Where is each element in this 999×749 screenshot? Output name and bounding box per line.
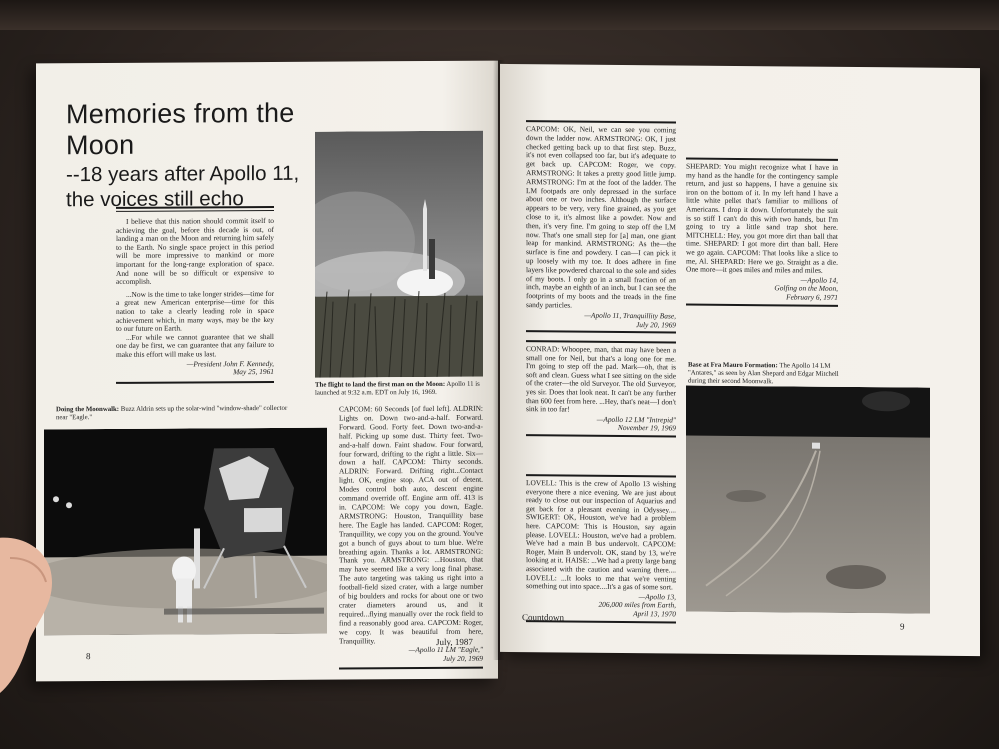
conrad-transcript: CONRAD: Whoopee, man, that may have been a small one for Neil, but that's a long one for me. I'm going to step off the pad. Mark—oh, that is soft and clean. Guess what I see sitting on the side of the crater—the old Surveyor. The old Surveyor, yes sir. Does that look neat. It can't be any further than 600 feet from here. ...Hey, that's neat—I don't sink in too far! — [526, 344, 676, 414]
kennedy-quote-block — [116, 206, 274, 384]
apollo13-attribution-mission: —Apollo 13, — [638, 591, 676, 602]
rule-top — [116, 206, 274, 209]
landing-attribution-name: —Apollo 11 LM "Eagle," — [408, 645, 483, 655]
moonwalk-caption-text: Buzz Aldrin sets up the solar-wind "window-shade" collector near "Eagle." — [56, 404, 288, 422]
tranquility-attribution-place: —Apollo 11, Tranquillity Base, — [584, 310, 676, 321]
tranquility-rule-bottom — [526, 330, 676, 333]
golf-rule-bottom — [686, 303, 838, 306]
fra-mauro-caption — [688, 362, 848, 387]
launch-photo — [315, 131, 483, 378]
tranquility-transcript: CAPCOM: OK, Neil, we can see you coming down the ladder now. ARMSTRONG: OK, I just checked getting back up to that first step. Buzz, it's not even collapsed too far, but it's adequate to get back up. CAPCOM: Roger, we copy. ARMSTRONG: It takes a pretty good little jump. ARMSTRONG: I'm at the foot of the ladder. The LM footpads are only depressed in the surface about one or two inches. Although the surface appears to be very, very fine grained, as you get close to it, it's almost like a powder. Now and then, it's very fine. I'm going to step off the LM now. That's one small step for [a] man, one giant leap for mankind. ARMSTRONG: As the—the surface is fine and powdery. I can—I can pick it up loosely with my toe. It does adhere in fine layers like powdered charcoal to the sole and sides of my boots. I only go in a small fraction of an inch, maybe an eighth of an inch, but I can see the footprints of my boots and the treads in the fine sandy particles. — [526, 124, 676, 310]
landing-transcript-block — [339, 405, 483, 670]
landing-transcript: CAPCOM: 60 Seconds [of fuel left]. ALDRIN: Lights on. Down two-and-a-half. Forward. Forward. Good. Forty feet. Down two-and-a-half. Picking up some dust. Thirty feet. Two-and-a-half down. Faint shadow. Four forward, four forward, drifting to the right a little. Six—down a half. CAPCOM: Thirty seconds. ALDRIN: Forward. Drifting right...Contact light. OK, engine stop. ACA out of detent. Modes control both auto, descent engine command override off. Engine arm off. 413 is in. CAPCOM: We copy you down, Eagle. ARMSTRONG: Houston, Tranquillity base here. The Eagle has landed. CAPCOM: Roger, Tranquillity, we copy you on the ground. You've got a bunch of guys about to turn blue. We're breathing again. Thanks a lot. ARMSTRONG: Thank you. ARMSTRONG: ...Houston, that may have seemed like a very long final phase. The auto targeting was taking us right into a football-field sized crater, with a large number of big boulders and rocks for about one or two crater diameters around us, and it required...flying manually over the rock field to find a reasonably good area. CAPCOM: Roger, we copy. It was beautiful from here, Tranquillity. — [339, 403, 483, 646]
golf-attribution-mission: —Apollo 14, — [800, 275, 838, 285]
couch-seam — [0, 0, 999, 30]
fra-mauro-photo — [686, 386, 930, 614]
kennedy-attribution-date: May 25, 1961 — [233, 367, 274, 377]
folio-date: July, 1987 — [436, 636, 473, 647]
launch-caption — [315, 381, 483, 398]
title-line-2: --18 years after Apollo 11, — [66, 161, 300, 187]
landing-rule-bottom — [339, 667, 483, 670]
folio-magazine-name: Countdown — [522, 612, 565, 623]
golf-transcript-block — [686, 158, 838, 307]
folio-page-number-left: 8 — [86, 651, 91, 662]
tranquility-attribution-date: July 20, 1969 — [635, 319, 676, 329]
launch-caption-text: Apollo 11 is launched at 9:32 a.m. EDT on July 16, 1969. — [315, 380, 480, 397]
article-title — [66, 98, 346, 212]
landing-attribution-date: July 20, 1969 — [442, 654, 483, 664]
kennedy-paragraph-2: ...Now is the time to take longer strides—time for a great new American enterprise—time for this nation to take a clearly leading role in space achievement which, in many ways, may be the key to our future on Earth. — [116, 288, 274, 334]
fra-mauro-caption-bold: Base at Fra Mauro Formation: — [688, 361, 778, 370]
launch-photo-image — [315, 131, 483, 378]
magazine-page-left — [36, 61, 498, 682]
fra-mauro-caption-text: The Apollo 14 LM "Antares," as seen by Alan Shepard and Edgar Mitchell during their second Moonwalk. — [688, 362, 839, 386]
magazine-page-right — [500, 64, 980, 656]
conrad-attribution-lm: —Apollo 12 LM "Intrepid" — [596, 414, 676, 425]
hand-holding-magazine — [0, 518, 62, 708]
fra-mauro-photo-image — [686, 386, 930, 614]
moonwalk-photo — [44, 428, 327, 636]
moonwalk-caption — [56, 405, 296, 422]
conrad-rule-bottom — [526, 434, 676, 437]
rule-bottom — [116, 381, 274, 384]
title-line-3: the voices still echo — [66, 187, 244, 212]
conrad-transcript-block — [526, 340, 676, 437]
apollo13-attribution-distance: 206,000 miles from Earth, — [598, 600, 676, 610]
kennedy-paragraph-3: ...For while we cannot guarantee that we shall one day be first, we can guarantee that any failure to make this effort will make us last. — [116, 331, 274, 359]
folio-page-number-right: 9 — [900, 621, 905, 632]
kennedy-paragraph-1: I believe that this nation should commit itself to achieving the goal, before this decade is out, of landing a man on the Moon and returning him safely to the Earth. No single space project in this period will be more impressive to mankind or more important for the long-range exploration of space. And none will be so difficult or expensive to accomplish. — [116, 215, 274, 287]
apollo13-transcript: LOVELL: This is the crew of Apollo 13 wishing everyone there a nice evening. We are just about ready to close out our inspection of Aquarius and get back for a pleasant evening in Odyssey.... SWIGERT: OK, Houston, we've had a problem here. CAPCOM: This is Houston, say again please. LOVELL: Houston, we've had a problem. We've had a main B bus undervolt. CAPCOM: Roger, Main B undervolt. OK, stand by 13, we're looking at it. HAISE: ...We had a pretty large bang associated with the caution and warning there.... LOVELL: ...It looks to me that we're venting something out into space....It's a gas of some sort. — [526, 478, 676, 592]
apollo13-attribution-date: April 13, 1970 — [633, 608, 676, 619]
tranquility-transcript-block — [526, 120, 676, 334]
apollo13-transcript-block — [526, 474, 676, 623]
golf-attribution-date: February 6, 1971 — [786, 292, 838, 302]
moonwalk-photo-image — [44, 428, 327, 636]
moonwalk-caption-bold: Doing the Moonwalk: — [56, 405, 120, 414]
title-line-1: Memories from the Moon — [66, 97, 295, 161]
kennedy-attribution-name: —President John F. Kennedy, — [186, 358, 274, 368]
conrad-attribution-date: November 19, 1969 — [617, 423, 676, 433]
launch-caption-bold: The flight to land the first man on the Moon: — [315, 380, 446, 389]
golf-transcript: SHEPARD: You might recognize what I have in my hand as the handle for the contingency sample return, and just so happens, I have a genuine six iron on the bottom of it. In my left hand I have a little white pellet that's familiar to millions of Americans. I drop it down. Unfortunately the suit is so stiff I can't do this with two hands, but I'm going to try a little sand trap shot here. MITCHELL: Hey, you got more dirt than ball that time. SHEPARD: I got more dirt than ball. Here we go again. CAPCOM: That looks like a slice to me, Al. SHEPARD: Here we go. Straight as a die. One more—it goes miles and miles and miles. — [686, 161, 838, 275]
golf-attribution-title: Golfing on the Moon, — [774, 283, 838, 294]
